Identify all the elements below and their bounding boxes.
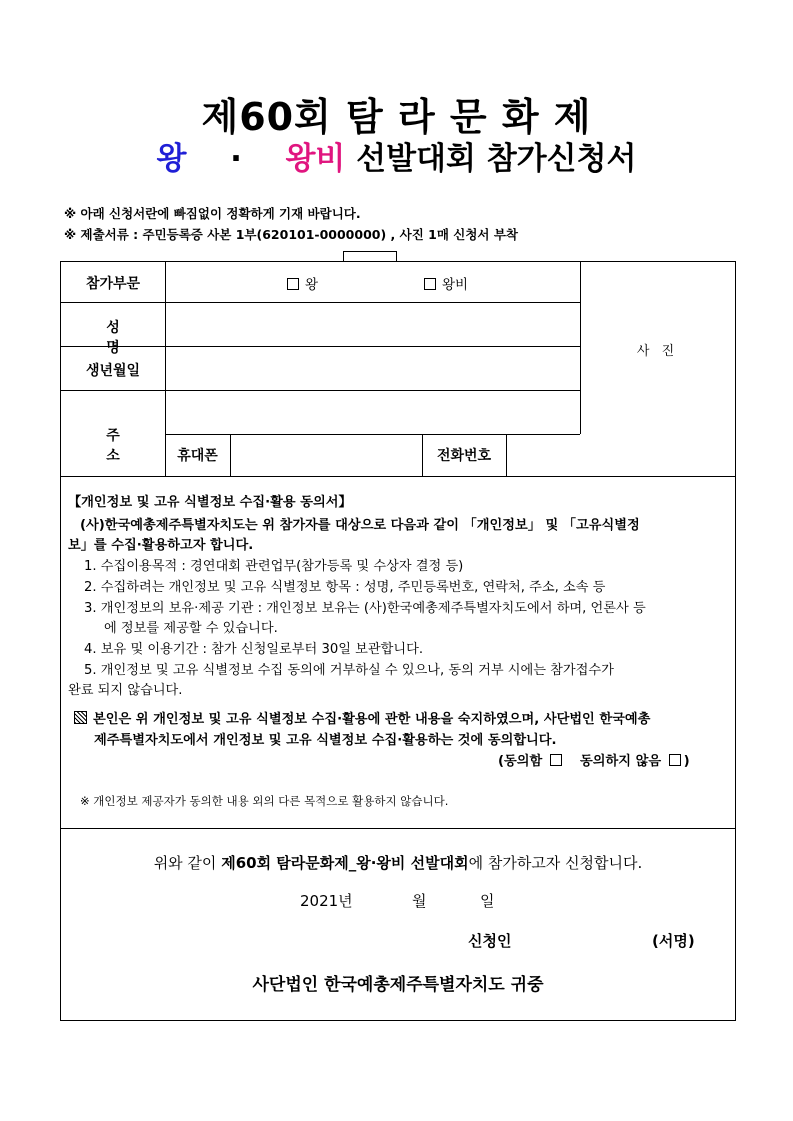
application-declaration: 위와 같이 제60회 탐라문화제_왕·왕비 선발대회에 참가하고자 신청합니다. xyxy=(153,854,643,872)
consent-footnote: ※ 개인정보 제공자가 동의한 내용 외의 다른 목적으로 활용하지 않습니다. xyxy=(80,794,449,808)
date-day: 일 xyxy=(480,892,495,910)
consent-item-refusal: 5. 개인정보 및 고유 식별정보 수집 동의에 거부하실 수 있으나, 동의 거부 시에는 참가접수가 xyxy=(84,663,614,678)
phone-field[interactable] xyxy=(507,435,734,475)
mobile-field[interactable] xyxy=(231,435,421,475)
applicant-name-field[interactable] xyxy=(540,926,650,952)
option-queen[interactable]: 왕비 xyxy=(424,273,468,293)
agreement-statement-line1: 본인은 위 개인정보 및 고유 식별정보 수집·활용에 관한 내용을 숙지하였으며, 사단법인 한국예총 xyxy=(74,710,650,730)
agreement-choice: (동의함 동의하지 않음 ) xyxy=(498,754,690,769)
subtitle-dot: · xyxy=(230,141,242,177)
king-checkbox[interactable] xyxy=(287,278,299,290)
applicant-label: 신청인 xyxy=(468,932,512,950)
option-king[interactable]: 왕 xyxy=(287,273,318,293)
name-field[interactable] xyxy=(166,303,579,345)
consent-item-holder-cont: 에 정보를 제공할 수 있습니다. xyxy=(104,621,278,636)
mobile-label: 휴대폰 xyxy=(177,448,218,464)
date-month: 월 xyxy=(412,892,427,910)
document-subtitle xyxy=(0,133,793,178)
document-title: 제60회 탐 라 문 화 제 xyxy=(201,95,592,139)
subtitle-king: 왕 xyxy=(156,141,187,177)
instruction-note: ※ 아래 신청서란에 빠짐없이 정확하게 기재 바랍니다. xyxy=(64,206,361,221)
consent-intro-line2: 보」를 수집·활용하고자 합니다. xyxy=(68,538,254,553)
subtitle-rest: 선발대회 참가신청서 xyxy=(356,141,637,177)
consent-item-fields: 2. 수집하려는 개인정보 및 고유 식별정보 항목 : 성명, 주민등록번호, 연락처, 주소, 소속 등 xyxy=(84,580,606,595)
date-year: 2021년 xyxy=(300,892,353,910)
required-documents-note: ※ 제출서류 : 주민등록증 사본 1부(620101-0000000) , 사진 1매 신청서 부착 xyxy=(64,227,518,242)
consent-item-refusal-cont: 완료 되지 않습니다. xyxy=(68,683,183,698)
consent-item-holder: 3. 개인정보의 보유·제공 기관 : 개인정보 보유는 (사)한국예총제주특별자치도에서 하며, 언론사 등 xyxy=(84,601,646,616)
consent-item-purpose: 1. 수집이용목적 : 경연대회 관련업무(참가등록 및 수상자 결정 등) xyxy=(84,559,464,574)
address-label: 주 소 xyxy=(106,428,144,464)
category-label: 참가부문 xyxy=(85,276,141,292)
photo-area-label: 사 진 xyxy=(636,344,679,359)
agree-checkbox[interactable] xyxy=(550,754,562,766)
subtitle-queen: 왕비 xyxy=(285,141,346,177)
queen-checkbox[interactable] xyxy=(424,278,436,290)
photo-box[interactable] xyxy=(581,263,734,433)
consent-item-period: 4. 보유 및 이용기간 : 참가 신청일로부터 30일 보관합니다. xyxy=(84,642,424,657)
birthdate-field[interactable] xyxy=(166,347,579,389)
birthdate-label: 생년월일 xyxy=(85,363,141,379)
disagree-checkbox[interactable] xyxy=(669,754,681,766)
hatched-box-icon xyxy=(74,711,87,724)
address-field[interactable] xyxy=(166,391,579,433)
agreement-statement-line2: 제주특별자치도에서 개인정보 및 고유 식별정보 수집·활용하는 것에 동의합니다. xyxy=(94,733,557,748)
signature-label: (서명) xyxy=(652,932,695,950)
recipient-line: 사단법인 한국예총제주특별자치도 귀중 xyxy=(252,975,544,995)
consent-heading: 【개인정보 및 고유 식별정보 수집·활용 동의서】 xyxy=(68,495,352,510)
phone-label: 전화번호 xyxy=(436,448,492,464)
consent-intro-line1: (사)한국예총제주특별자치도는 위 참가자를 대상으로 다음과 같이 「개인정보」 및 「고유식별정 xyxy=(80,518,640,533)
event-name: 제60회 탐라문화제_왕·왕비 선발대회 xyxy=(221,854,469,872)
name-label: 성 명 xyxy=(106,320,144,356)
